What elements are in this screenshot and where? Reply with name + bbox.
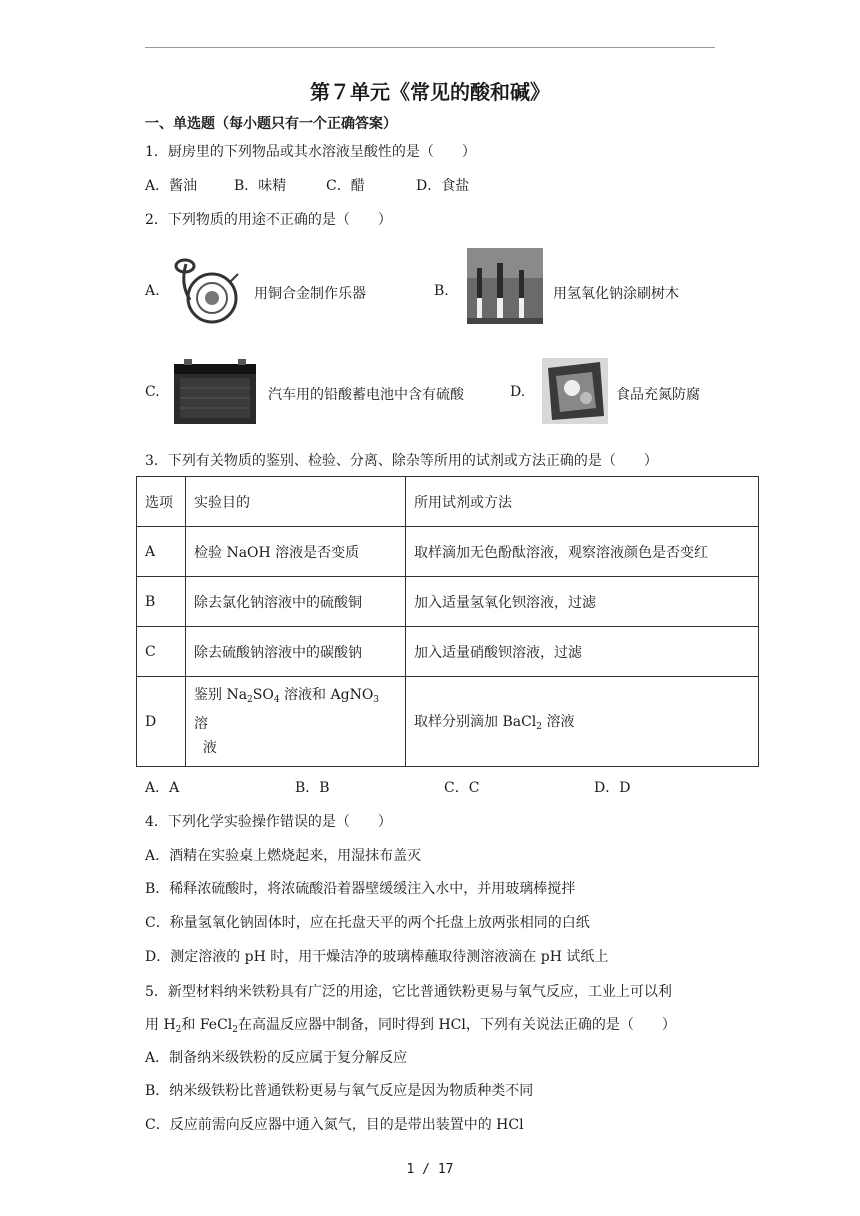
table-cell-method: 取样分别滴加 BaCl$_2$ 溶液 [406,677,759,767]
table-header-row [137,477,759,527]
car-battery-image [172,358,258,426]
table-cell-method: 加入适量硝酸钡溶液，过滤 [406,627,759,677]
q4-option-d[interactable]: D．测定溶液的 pH 时，用干燥洁净的玻璃棒蘸取待测溶液滴在 pH 试纸上 [145,949,609,965]
q2-option-c-label[interactable]: C. [145,384,160,400]
table-cell-purpose: 检验 NaOH 溶液是否变质 [186,527,406,577]
food-package-image [542,358,608,424]
q1-option-d[interactable]: D．食盐 [416,178,470,194]
section-heading: 一、单选题（每小题只有一个正确答案） [145,116,397,132]
q1-option-a[interactable]: A．酱油 [145,178,198,194]
page-title: 第７单元《常见的酸和碱》 [310,80,550,104]
french-horn-image [172,254,244,330]
painted-trees-image [467,248,543,324]
q2-option-b-text: 用氢氧化钠涂刷树木 [553,286,679,302]
table-row [137,577,759,627]
table-cell-purpose: 除去氯化钠溶液中的硫酸铜 [186,577,406,627]
q4-stem: 4．下列化学实验操作错误的是（ ） [145,814,392,830]
table-cell-option: D [137,677,186,767]
table-header-purpose: 实验目的 [186,477,406,527]
header-rule [145,47,715,48]
q4-option-b[interactable]: B．稀释浓硫酸时，将浓硫酸沿着器壁缓缓注入水中，并用玻璃棒搅拌 [145,881,576,897]
q4-option-a[interactable]: A．酒精在实验桌上燃烧起来，用湿抹布盖灭 [145,848,422,864]
q3-option-a[interactable]: A．A [145,780,180,796]
q3-option-b[interactable]: B．B [295,780,330,796]
q2-option-c-text: 汽车用的铅酸蓄电池中含有硫酸 [268,387,464,403]
table-cell-option: B [137,577,186,627]
q5-option-c[interactable]: C．反应前需向反应器中通入氮气，目的是带出装置中的 HCl [145,1117,524,1133]
q2-option-d-label[interactable]: D. [510,384,526,400]
q1-option-c[interactable]: C．醋 [326,178,365,194]
q5-option-b[interactable]: B．纳米级铁粉比普通铁粉更易与氧气反应是因为物质种类不同 [145,1083,534,1099]
q3-option-c[interactable]: C．C [444,780,480,796]
table-cell-purpose: 除去硫酸钠溶液中的碳酸钠 [186,627,406,677]
q1-option-b[interactable]: B．味精 [234,178,287,194]
q2-option-a-label[interactable]: A. [145,283,160,299]
table-header-method: 所用试剂或方法 [406,477,759,527]
table-cell-option: A [137,527,186,577]
table-cell-method: 加入适量氢氧化钡溶液，过滤 [406,577,759,627]
table-row [137,677,759,767]
q3-stem: 3．下列有关物质的鉴别、检验、分离、除杂等所用的试剂或方法正确的是（ ） [145,453,658,469]
table-row [137,527,759,577]
q2-option-b-label[interactable]: B. [434,283,449,299]
q3-option-d[interactable]: D．D [594,780,631,796]
q2-option-a-text: 用铜合金制作乐器 [254,286,366,302]
q2-stem: 2．下列物质的用途不正确的是（ ） [145,212,392,228]
q1-stem: 1．厨房里的下列物品或其水溶液呈酸性的是（ ） [145,144,476,160]
q5-stem-line-1: 5．新型材料纳米铁粉具有广泛的用途，它比普通铁粉更易与氧气反应，工业上可以利 [145,984,672,1000]
table-cell-purpose: 鉴别 $Na_2SO_4$ 溶液和 AgNO$_3$ 溶 液 [186,677,406,767]
q5-option-a[interactable]: A．制备纳米级铁粉的反应属于复分解反应 [145,1050,408,1066]
table-row [137,627,759,677]
q5-stem-line-2: 用 $H_2$和 FeCl$_2$在高温反应器中制备，同时得到 HCl，下列有关说法正确的是（ ） [145,1017,676,1035]
q4-option-c[interactable]: C．称量氢氧化钠固体时，应在托盘天平的两个托盘上放两张相同的白纸 [145,915,590,931]
table-header-option: 选项 [137,477,186,527]
q2-option-d-text: 食品充氮防腐 [616,387,700,403]
page-number: 1 / 17 [406,1162,454,1177]
q3-table [136,476,759,767]
table-cell-option: C [137,627,186,677]
table-cell-method: 取样滴加无色酚酞溶液，观察溶液颜色是否变红 [406,527,759,577]
